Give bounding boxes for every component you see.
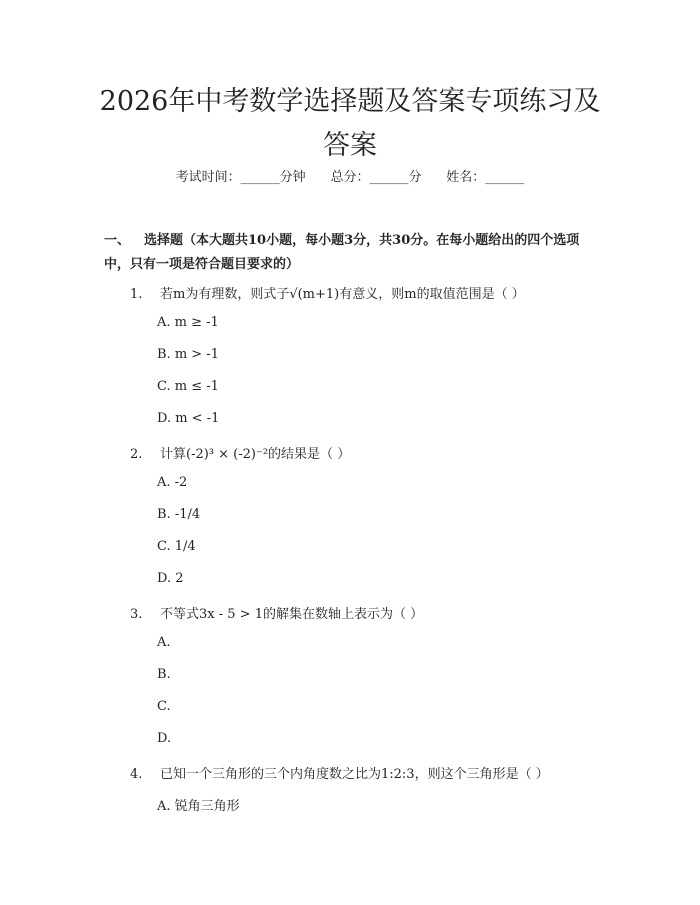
section-heading (104, 229, 604, 277)
question-1-option-d: D. m < -1 (157, 411, 220, 426)
question-3-option-c: C. (157, 699, 171, 714)
question-number: 1. (130, 287, 143, 302)
question-2 (130, 443, 350, 462)
section-text: 选择题（本大题共10小题，每小题3分，共30分。在每小题给出的四个选项中，只有一项是符合题目要求的） (104, 233, 580, 272)
question-3-option-d: D. (157, 731, 172, 746)
exam-meta (0, 166, 700, 185)
question-3-option-a: A. (157, 635, 171, 650)
exam-score: 总分：______分 (330, 170, 422, 185)
question-1-option-b: B. m > -1 (157, 347, 219, 362)
exam-name: 姓名：______ (446, 170, 525, 185)
exam-time: 考试时间：______分钟 (175, 170, 306, 185)
question-text: 不等式3x - 5 > 1的解集在数轴上表示为（ ） (160, 607, 424, 622)
question-3 (130, 603, 423, 622)
section-number: 一、 (104, 233, 131, 248)
document-title: 2026年中考数学选择题及答案专项练习及答案 (99, 86, 601, 161)
question-text: 若m为有理数，则式子√(m+1)有意义，则m的取值范围是（ ） (160, 287, 525, 302)
question-2-option-a: A. -2 (157, 475, 188, 490)
question-text: 计算(-2)³ × (-2)⁻²的结果是（ ） (160, 447, 351, 462)
question-4-option-a: A. 锐角三角形 (157, 799, 240, 814)
question-text: 已知一个三角形的三个内角度数之比为1:2:3，则这个三角形是（ ） (160, 767, 549, 782)
question-4 (130, 763, 549, 782)
question-number: 4. (130, 767, 143, 782)
question-number: 3. (130, 607, 143, 622)
question-1-option-c: C. m ≤ -1 (157, 379, 219, 394)
question-1 (130, 283, 525, 302)
question-1-option-a: A. m ≥ -1 (157, 315, 219, 330)
question-3-option-b: B. (157, 667, 171, 682)
question-2-option-b: B. -1/4 (157, 507, 201, 522)
question-2-option-c: C. 1/4 (157, 539, 196, 554)
question-2-option-d: D. 2 (157, 571, 184, 586)
question-number: 2. (130, 447, 143, 462)
